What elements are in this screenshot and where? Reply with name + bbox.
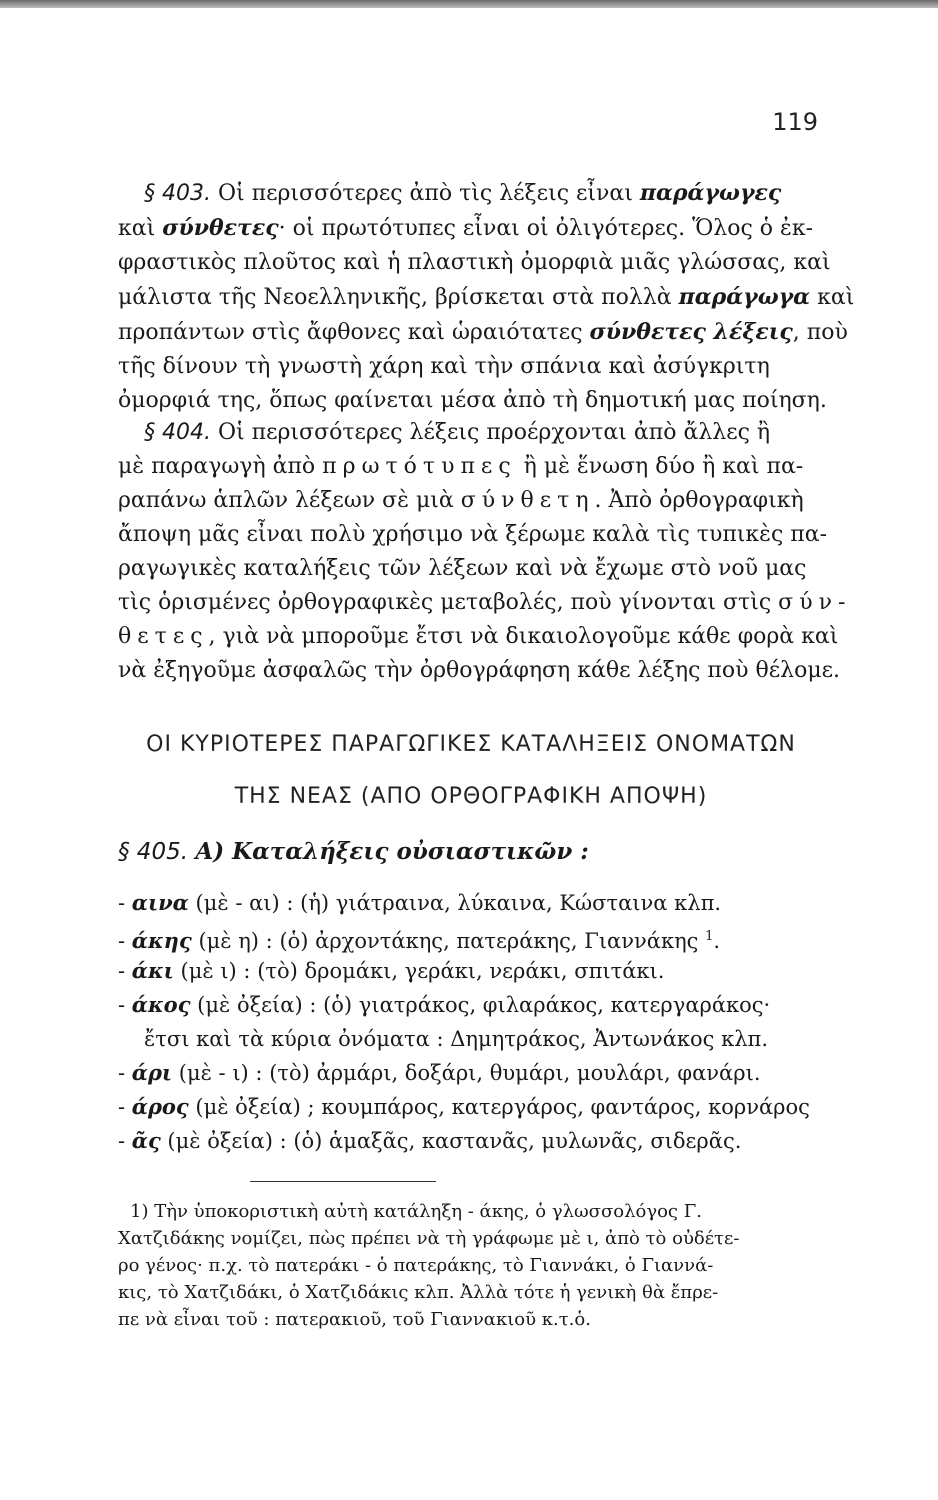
ending-term: άκι [131,958,174,983]
footnote-marker: 1 [705,929,714,944]
ending-note: (μὲ η) : [198,929,273,953]
ending-examples: (τὸ) ἀρμάρι, δοξάρι, θυμάρι, μουλάρι, φανάρι. [269,1061,761,1085]
footnote-line: 1) Τὴν ὑποκοριστικὴ αὐτὴ κατάληξη - άκης, ὁ γλωσσολόγος Γ. [130,1201,702,1222]
ending-note: (μὲ ὀξεία) ; [195,1095,315,1119]
ending-note: (μὲ - αι) : [195,891,294,915]
text-line [118,280,855,315]
text-span: Οἱ περισσότερες ἀπὸ τὶς λέξεις εἶναι [217,181,640,206]
text-line: ὀμορφιά της, ὅπως φαίνεται μέσα ἀπὸ τὴ δημοτική μας ποίηση. [118,388,827,413]
section-number: § 403. [144,181,211,206]
text-line [118,315,848,350]
ending-term: άκος [131,992,191,1017]
ending-note: (μὲ ὀξεία) : [197,993,317,1017]
text-span: προπάντων στὶς ἄφθονες καὶ ὡραιότατες [118,320,590,345]
list-item: - άκι (μὲ ι) : (τὸ) δρομάκι, γεράκι, νεράκι, σπιτάκι. [118,958,665,983]
text-span: , γιὰ νὰ μποροῦμε ἔτσι νὰ δικαιολογοῦμε κάθε φορὰ καὶ [208,624,839,649]
list-item: - άκης (μὲ η) : (ὁ) ἀρχοντάκης, πατεράκης, Γιαννάκης $^1$. [118,928,721,953]
ending-term: άρος [131,1094,189,1119]
list-item: - άρι (μὲ - ι) : (τὸ) ἀρμάρι, δοξάρι, θυμάρι, μουλάρι, φανάρι. [118,1060,761,1085]
text-span: Οἱ περισσότερες λέξεις προέρχονται ἀπὸ ἄλλες ἢ [217,420,771,445]
emphasis-term: σύνθετες [162,215,279,241]
text-span: καὶ [118,216,163,241]
text-line: ραγωγικὲς καταλήξεις τῶν λέξεων καὶ νὰ ἔχωμε στὸ νοῦ μας [118,556,807,581]
subheading-title: Α) Καταλήξεις οὐσιαστικῶν : [195,838,589,865]
ending-term: ᾶς [131,1128,161,1153]
text-line: ἄποψη μᾶς εἶναι πολὺ χρήσιμο νὰ ξέρωμε καλὰ τὶς τυπικὲς πα- [118,522,828,547]
text-span: ἢ μὲ ἕνωση δύο ἢ καὶ πα- [516,454,804,479]
section-number: § 404. [144,420,211,445]
text-span: μὲ παραγωγὴ ἀπὸ [118,454,323,479]
ending-term: αινα [131,890,189,915]
text-span: · οἱ πρωτότυπες εἶναι οἱ ὀλιγότερες. Ὅλος ὁ ἐκ- [278,216,814,241]
text-line [118,586,852,620]
spaced-term: σύνθετη [460,488,595,513]
section-heading-line-1: ΟΙ ΚΥΡΙΟΤΕΡΕΣ ΠΑΡΑΓΩΓΙΚΕΣ ΚΑΤΑΛΗΞΕΙΣ ΟΝΟΜΑΤΩΝ [146,732,796,757]
endings-list [118,886,824,1158]
text-span: τὶς ὁρισμένες ὀρθογραφικὲς μεταβολές, ποὺ γίνονται στὶς [118,590,779,615]
text-span: καὶ [810,285,855,310]
text-line [118,484,824,518]
paragraph-403 [118,176,855,418]
text-line [118,620,839,654]
list-item: - άρος (μὲ ὀξεία) ; κουμπάρος, κατεργάρος, φαντάρος, κορνάρος [118,1094,810,1119]
footnote-line: Χατζιδάκης νομίζει, πὼς πρέπει νὰ τὴ γράφωμε μὲ ι, ἀπὸ τὸ οὐδέτε- [118,1228,740,1249]
spaced-term: θετες [118,624,209,649]
ending-term: άκης [131,928,192,953]
ending-examples: (ὁ) ἁμαξᾶς, καστανᾶς, μυλωνᾶς, σιδερᾶς. [293,1129,742,1153]
text-line: φραστικὸς πλοῦτος καὶ ἡ πλαστικὴ ὀμορφιὰ μιᾶς γλώσσας, καὶ [118,250,831,275]
text-span: μάλιστα τῆς Νεοελληνικῆς, βρίσκεται στὰ πολλὰ [118,285,679,310]
ending-examples: κουμπάρος, κατεργάρος, φαντάρος, κορνάρος [321,1095,810,1119]
page-number: 119 [772,108,818,136]
ending-note: (μὲ ι) : [180,959,251,983]
text-span: ραπάνω ἁπλῶν λέξεων σὲ μιὰ [118,488,461,513]
ending-note: (μὲ - ι) : [178,1061,263,1085]
footnote-line: πε νὰ εἶναι τοῦ : πατερακιοῦ, τοῦ Γιαννακιοῦ κ.τ.ὁ. [118,1309,591,1330]
text-line: τῆς δίνουν τὴ γνωστὴ χάρη καὶ τὴν σπάνια καὶ ἀσύγκριτη [118,354,770,379]
emphasis-term: παράγωγες [639,180,782,206]
text-span: , ποὺ [792,320,848,345]
emphasis-term: σύνθετες λέξεις [589,319,793,345]
text-span: . [713,929,721,953]
text-line: νὰ ἐξηγοῦμε ἀσφαλῶς τὴν ὀρθογράφηση κάθε λέξης ποὺ θέλομε. [118,658,841,683]
section-heading-line-2: ΤΗΣ ΝΕΑΣ (ΑΠΟ ΟΡΘΟΓΡΑΦΙΚΗ ΑΠΟΨΗ) [234,784,708,809]
ending-term: άρι [131,1060,173,1085]
text-line [118,416,824,450]
ending-note: (μὲ ὀξεία) : [167,1129,287,1153]
footnote [118,1198,824,1333]
text-line [118,176,824,211]
paragraph-404 [118,416,852,688]
text-span: . Ἀπὸ ὀρθογραφικὴ [594,488,804,513]
text-line [118,450,824,484]
section-number: § 405. [118,839,189,865]
list-item: - ᾶς (μὲ ὀξεία) : (ὁ) ἁμαξᾶς, καστανᾶς, μυλωνᾶς, σιδερᾶς. [118,1128,742,1153]
list-item: - αινα (μὲ - αι) : (ἡ) γιάτραινα, λύκαινα, Κώσταινα κλπ. [118,890,722,915]
ending-examples: (ὁ) γιατράκος, φιλαράκος, κατεργαράκος· [323,993,771,1017]
list-item-continuation: ἔτσι καὶ τὰ κύρια ὀνόματα : Δημητράκος, Ἀντωνάκος κλπ. [144,1027,768,1051]
footnote-line: ρο γένος· π.χ. τὸ πατεράκι - ὁ πατεράκης, τὸ Γιαννάκι, ὁ Γιαννά- [118,1255,714,1276]
text-line [118,211,824,246]
ending-examples: (ὁ) ἀρχοντάκης, πατεράκης, Γιαννάκης [279,929,699,953]
footnote-line: κις, τὸ Χατζιδάκι, ὁ Χατζιδάκις κλπ. Ἀλλὰ τότε ἡ γενικὴ θὰ ἔπρε- [118,1282,719,1303]
spaced-term: πρωτότυπες [322,454,517,479]
footnote-divider [250,1181,436,1182]
list-item: - άκος (μὲ ὀξεία) : (ὁ) γιατράκος, φιλαράκος, κατεργαράκος· [118,992,771,1017]
ending-examples: (τὸ) δρομάκι, γεράκι, νεράκι, σπιτάκι. [257,959,665,983]
spaced-term: σύν- [778,590,852,615]
subheading-405 [118,838,589,865]
emphasis-term: παράγωγα [678,284,811,310]
ending-examples: (ἡ) γιάτραινα, λύκαινα, Κώσταινα κλπ. [300,891,722,915]
